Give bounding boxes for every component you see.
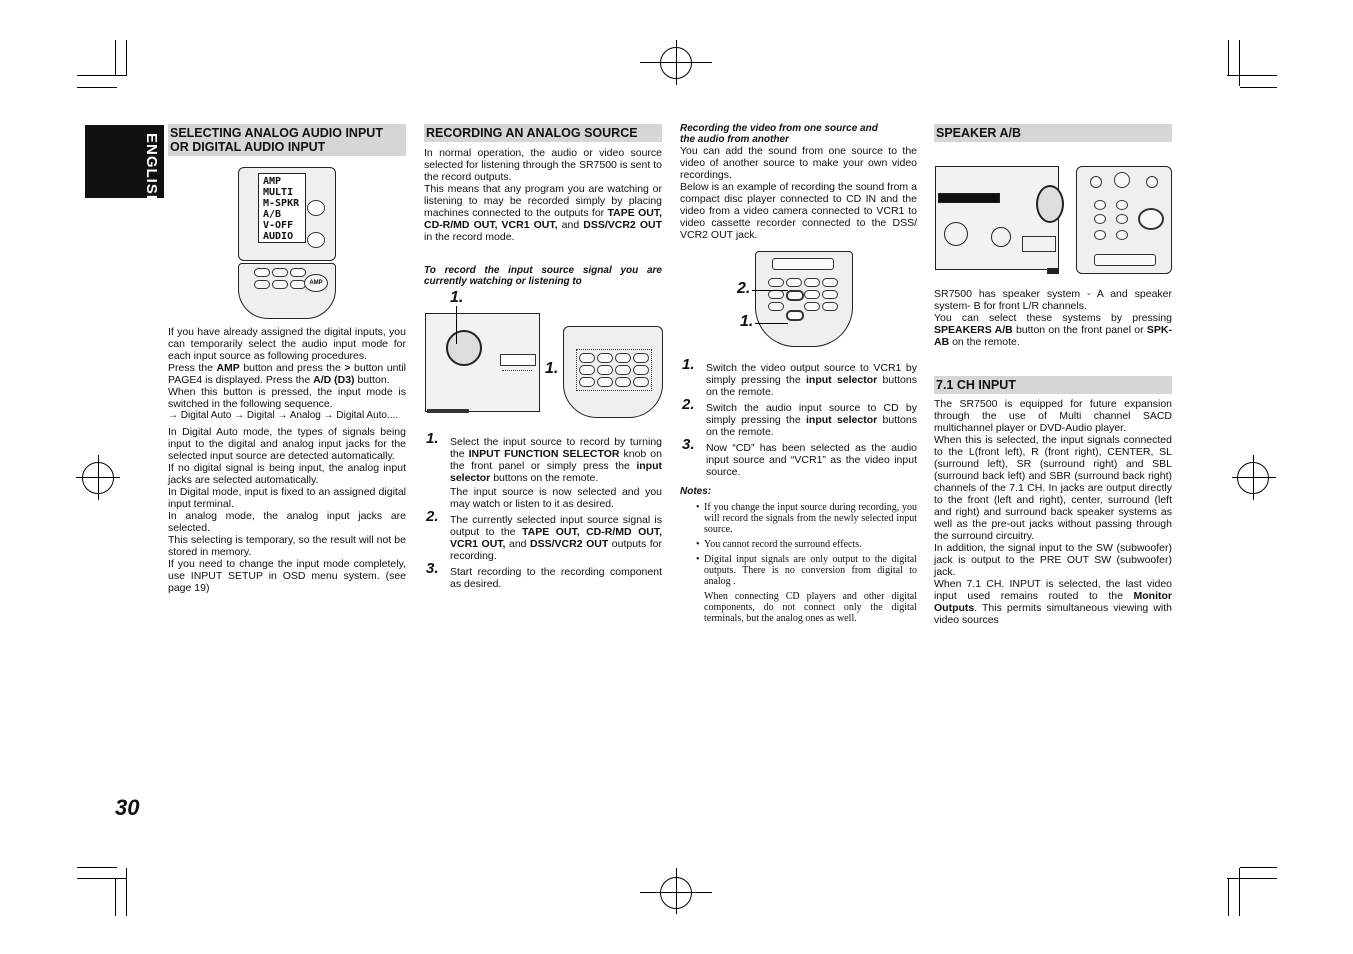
section-video-audio-record: Recording the video from one source and the audio from another You can add the sound from one source to the video of another source to make your own video recordings. Below is an example of recording the sound from a compact disc player connected to CD IN and the video from a video camera connected to VCR1 to video cassette recorder connected to the DSS/ VCR2 OUT jack. (680, 123, 917, 241)
remote-lcd-display: AMP MULTI M-SPKR A/B V-OFF AUDIO (258, 173, 306, 243)
step-2: 2. Switch the audio input source to CD by simply pressing the input selector buttons on the remote. (682, 396, 917, 438)
section-heading: RECORDING AN ANALOG SOURCE (424, 124, 662, 142)
step-3: 3. Now “CD” has been selected as the audio input source and “VCR1” as the video input source. (682, 436, 917, 478)
recording-steps (424, 432, 662, 590)
note-2: • You cannot record the surround effects. (696, 539, 862, 550)
section-heading: 7.1 CH INPUT (934, 376, 1172, 394)
callout-step-2: 2. (737, 280, 751, 297)
page-number: 30 (115, 795, 140, 820)
section-speaker-ab-body: SR7500 has speaker system - A and speaker system- B for front L/R channels. You can select these systems by pressing SPEAKERS A/B button on the front panel or SPK-AB on the remote. (934, 288, 1172, 348)
section-analog-digital-body: If you have already assigned the digital inputs, you can temporarily select the audio input mode for each input source as following procedures. Press the AMP button and press the > button until PAGE4 is displayed. Press the A/D (D3) button. When this button is pressed, the input mode is switched in the following sequence. → Digital Auto → Digital → Analog → Digital Auto.... In Digital Auto mode, the types of signals being input to the digital and analog input jacks for the selected input source are detected automatically. If no digital signal is being input, the analog input jacks are selected automatically. In Digital mode, input is fixed to an assigned digital input terminal. In analog mode, the analog input jacks are selected. This selecting is temporary, so the result will not be stored in memory. If you need to change the input mode completely, use INPUT SETUP in OSD menu system. (see page 19) (168, 326, 406, 594)
note-1: • If you change the input source during recording, you will record the signals from the newly selected input source. (696, 502, 917, 535)
section-speaker-ab (934, 124, 1172, 142)
speakers-ab-button[interactable] (991, 227, 1011, 247)
amp-button[interactable]: AMP (304, 274, 328, 292)
step-3: 3. Start recording to the recording component as desired. (426, 560, 662, 590)
callout-step-1-knob: 1. (450, 289, 464, 306)
section-recording-analog: RECORDING AN ANALOG SOURCE In normal operation, the audio or video source selected for listening through the SR7500 is sent to the record outputs. This means that any program you are watching or listening to may be recorded simply by placing machines connected to the outputs for TAPE OUT, CD-R/MD OUT, VCR1 OUT, and DSS/VCR2 OUT in the record mode. To record the input source signal you are currently watching or listening to (424, 126, 663, 287)
section-analog-digital-input (168, 124, 406, 156)
note-3: • Digital input signals are only output to the digital outputs. There is no conversion from digital to analog . (696, 554, 917, 587)
callout-step-1-remote: 1. (545, 360, 559, 377)
language-tab (85, 125, 164, 207)
section-71ch-input: 7.1 CH INPUT The SR7500 is equipped for future expansion through the use of Multi channel SACD multichannel player or DVD-Audio player. When this is selected, the input signals connected to the L(front left), R (front right), CENTER, SL (surround left), SR (surround right) and SBL (surround back left) and SBR (surround back right) channels of the 7.1 CH. In jacks are output directly to the front (left and right), center, surround (left and right) and surround back speaker systems as well as the pre-out jacks without passing through the surround circuitry. In addition, the signal input to the SW (subwoofer) jack is output to the PRE OUT SW (subwoofer) jack. When 7.1 CH. INPUT is selected, the last video input used remains routed to the Monitor Outputs. This permits simultaneous viewing with video sources (934, 378, 1172, 626)
language-tab-label: ENGLISH (143, 133, 160, 207)
section-heading: SPEAKER A/B (934, 124, 1172, 142)
callout-step-1: 1. (740, 313, 754, 330)
video-audio-steps (680, 358, 917, 624)
spk-ab-button[interactable] (1138, 208, 1164, 230)
note-3-continued: When connecting CD players and other digital components, do not connect only the digital terminals, but the analog ones as well. (704, 591, 917, 624)
step-1: 1. Select the input source to record by turning the INPUT FUNCTION SELECTOR knob on the front panel or simply press the input selector buttons on the remote. The input source is now selected and you may watch or listen to it as desired. (426, 430, 662, 510)
notes-title: Notes: (680, 486, 712, 497)
step-2: 2. The currently selected input source signal is output to the TAPE OUT, CD-R/MD OUT, VCR1 OUT, and DSS/VCR2 OUT outputs for recording. (426, 508, 662, 562)
section-heading: SELECTING ANALOG AUDIO INPUT OR DIGITAL AUDIO INPUT (168, 124, 406, 156)
input-function-selector-knob[interactable] (446, 330, 482, 366)
step-1: 1. Switch the video output source to VCR1 by simply pressing the input selector buttons on the remote. (682, 356, 917, 398)
